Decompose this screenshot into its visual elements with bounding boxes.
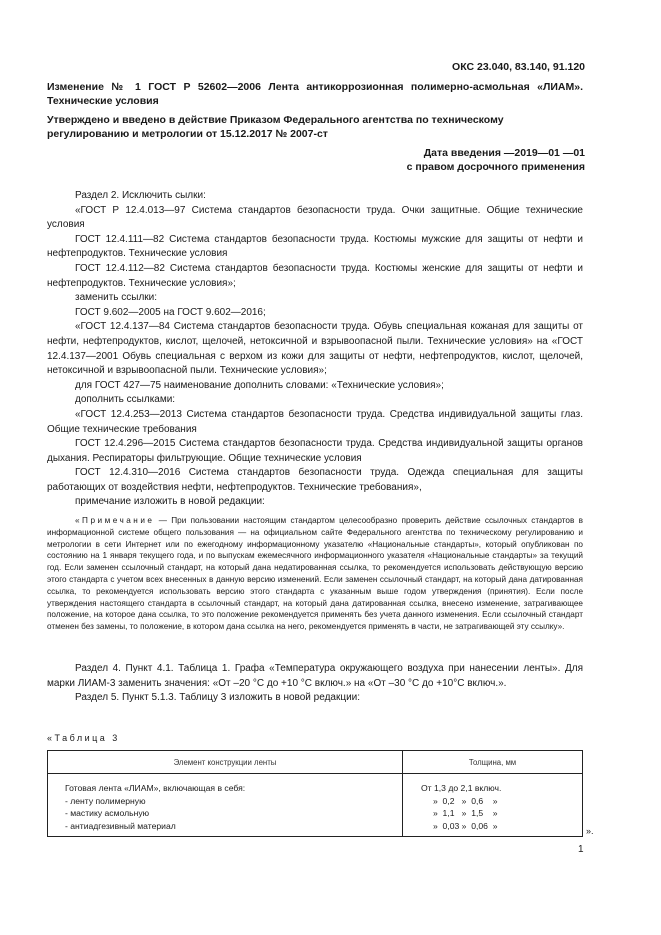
table-row: [48, 774, 583, 837]
amendment-body: [47, 189, 583, 510]
thickness-cell: [403, 774, 583, 837]
body-paragraph: заменить ссылки:: [75, 292, 158, 304]
document-title: Изменение № 1 ГОСТ Р 52602—2006 Лента антикоррозионная полимерно-асмольная «ЛИАМ». Технические условия: [47, 81, 583, 107]
note-label: «Примечание: [75, 516, 155, 525]
table-3: [47, 750, 583, 837]
body-paragraph: ГОСТ 12.4.296—2015 Система стандартов безопасности труда. Средства индивидуальной защиты органов дыхания. Респираторы фильтрующие. Общие технические условия: [47, 438, 583, 464]
column-header-thickness: Толщина, мм: [403, 751, 583, 774]
body-paragraph: ГОСТ 9.602—2005 на ГОСТ 9.602—2016;: [75, 306, 266, 318]
body-paragraph: ГОСТ 12.4.310—2016 Система стандартов безопасности труда. Одежда специальная для защиты работающих от воздействия нефти, нефтепродуктов. Технические требования»,: [47, 467, 583, 493]
note-text: — При пользовании настоящим стандартом целесообразно проверить действие ссылочных стандартов в информационной системе общего пользования — на официальном сайте Федерального агентства по техническому регулированию и метрологии в сети Интернет или по ежегодному информационному указателю «Национальные стандарты», который опубликован по состоянию на 1 января текущего года, и по выпускам ежемесячного информационного указателя «Национальные стандарты» за текущий год. Если заменен ссылочный стандарт, на который дана недатированная ссылка, то рекомендуется использовать действующую версию этого стандарта с учетом всех внесенных в данную версию изменений. Если заменен ссылочный стандарт, на который дана датированная ссылка, то рекомендуется использовать версию этого стандарта с указанным выше годом утверждения (принятия). Если после утверждения настоящего стандарта в ссылочный стандарт, на который дана датированная ссылка, внесено изменение, затрагивающее положение, на которое дана ссылка, то это положение рекомендуется применять без учета данного изменения. Если ссылочный стандарт отменен без замены, то положение, в котором дана ссылка на него, рекомендуется применять в части, не затрагивающей эту ссылку».: [47, 516, 583, 632]
table-end-mark: ».: [586, 826, 594, 836]
element-name: - ленту полимерную: [65, 795, 146, 806]
body-paragraph: Раздел 2. Исключить сылки:: [75, 190, 206, 201]
body-paragraph: «ГОСТ 12.4.253—2013 Система стандартов безопасности труда. Средства индивидуальной защиты глаз. Общие технические требования: [47, 408, 583, 435]
body-paragraph: ГОСТ 12.4.112—82 Система стандартов безопасности труда. Костюмы женские для защиты от нефти и нефтепродуктов. Технические условия»;: [47, 262, 583, 289]
thickness-value: От 1,3 до 2,1 включ.: [421, 783, 502, 793]
approval-statement: Утверждено и введено в действие Приказом Федерального агентства по техническому регулированию и метрологии от 15.12.2017 № 2007-ст: [47, 114, 504, 140]
early-application-line: с правом досрочного применения: [406, 161, 585, 173]
body-paragraph: «ГОСТ 12.4.137—84 Система стандартов безопасности труда. Обувь специальная кожаная для защиты от нефти, нефтепродуктов, кислот, щелочей, нетоксичной и взрывоопасной пыли. Технические условия» на «ГОСТ 12.4.137—2001 Обувь специальная с верхом из кожи для защиты от нефти, нефтепродуктов, кислот, щелочей, нетоксичной и взрывоопасной пыли. Технические условия»;: [47, 321, 583, 377]
body-paragraph: для ГОСТ 427—75 наименование дополнить словами: «Технические условия»;: [75, 379, 444, 391]
note-paragraph: [47, 515, 583, 633]
body-paragraph: Раздел 4. Пункт 4.1. Таблица 1. Графа «Температура окружающего воздуха при нанесении ленты». Для марки ЛИАМ-3 заменить значения: «От –20 °С до +10 °С включ.» на «От –30 °С до +10°С включ.».: [47, 663, 583, 689]
thickness-value: » 1,1 » 1,5 »: [433, 808, 498, 818]
body-paragraph: ГОСТ 12.4.111—82 Система стандартов безопасности труда. Костюмы мужские для защиты от нефти и нефтепродуктов. Технические условия: [47, 233, 583, 260]
note-block: [47, 515, 583, 633]
table-caption: «Таблица 3: [47, 733, 120, 743]
column-header-element: Элемент конструкции ленты: [48, 751, 403, 774]
element-name: Готовая лента «ЛИАМ», включающая в себя:: [65, 783, 246, 793]
page-number: 1: [578, 844, 584, 855]
element-name: - мастику асмольную: [65, 808, 150, 818]
table-header-row: [48, 751, 583, 774]
amendment-body-continued: [47, 662, 583, 706]
effective-date: [407, 146, 585, 174]
okc-code: ОКС 23.040, 83.140, 91.120: [452, 61, 585, 73]
body-paragraph: Раздел 5. Пункт 5.1.3. Таблицу 3 изложить в новой редакции:: [75, 692, 361, 704]
body-paragraph: примечание изложить в новой редакции:: [75, 496, 265, 508]
body-paragraph: дополнить ссылками:: [75, 394, 176, 406]
thickness-value: » 0,03 » 0,06 »: [433, 820, 498, 831]
body-paragraph: «ГОСТ Р 12.4.013—97 Система стандартов безопасности труда. Очки защитные. Общие технические условия: [47, 204, 583, 231]
element-name: - антиадгезивный материал: [65, 820, 176, 831]
element-cell: [48, 774, 403, 837]
effective-date-line: Дата введения —2019—01 —01: [423, 147, 585, 159]
thickness-value: » 0,2 » 0,6 »: [433, 795, 498, 806]
